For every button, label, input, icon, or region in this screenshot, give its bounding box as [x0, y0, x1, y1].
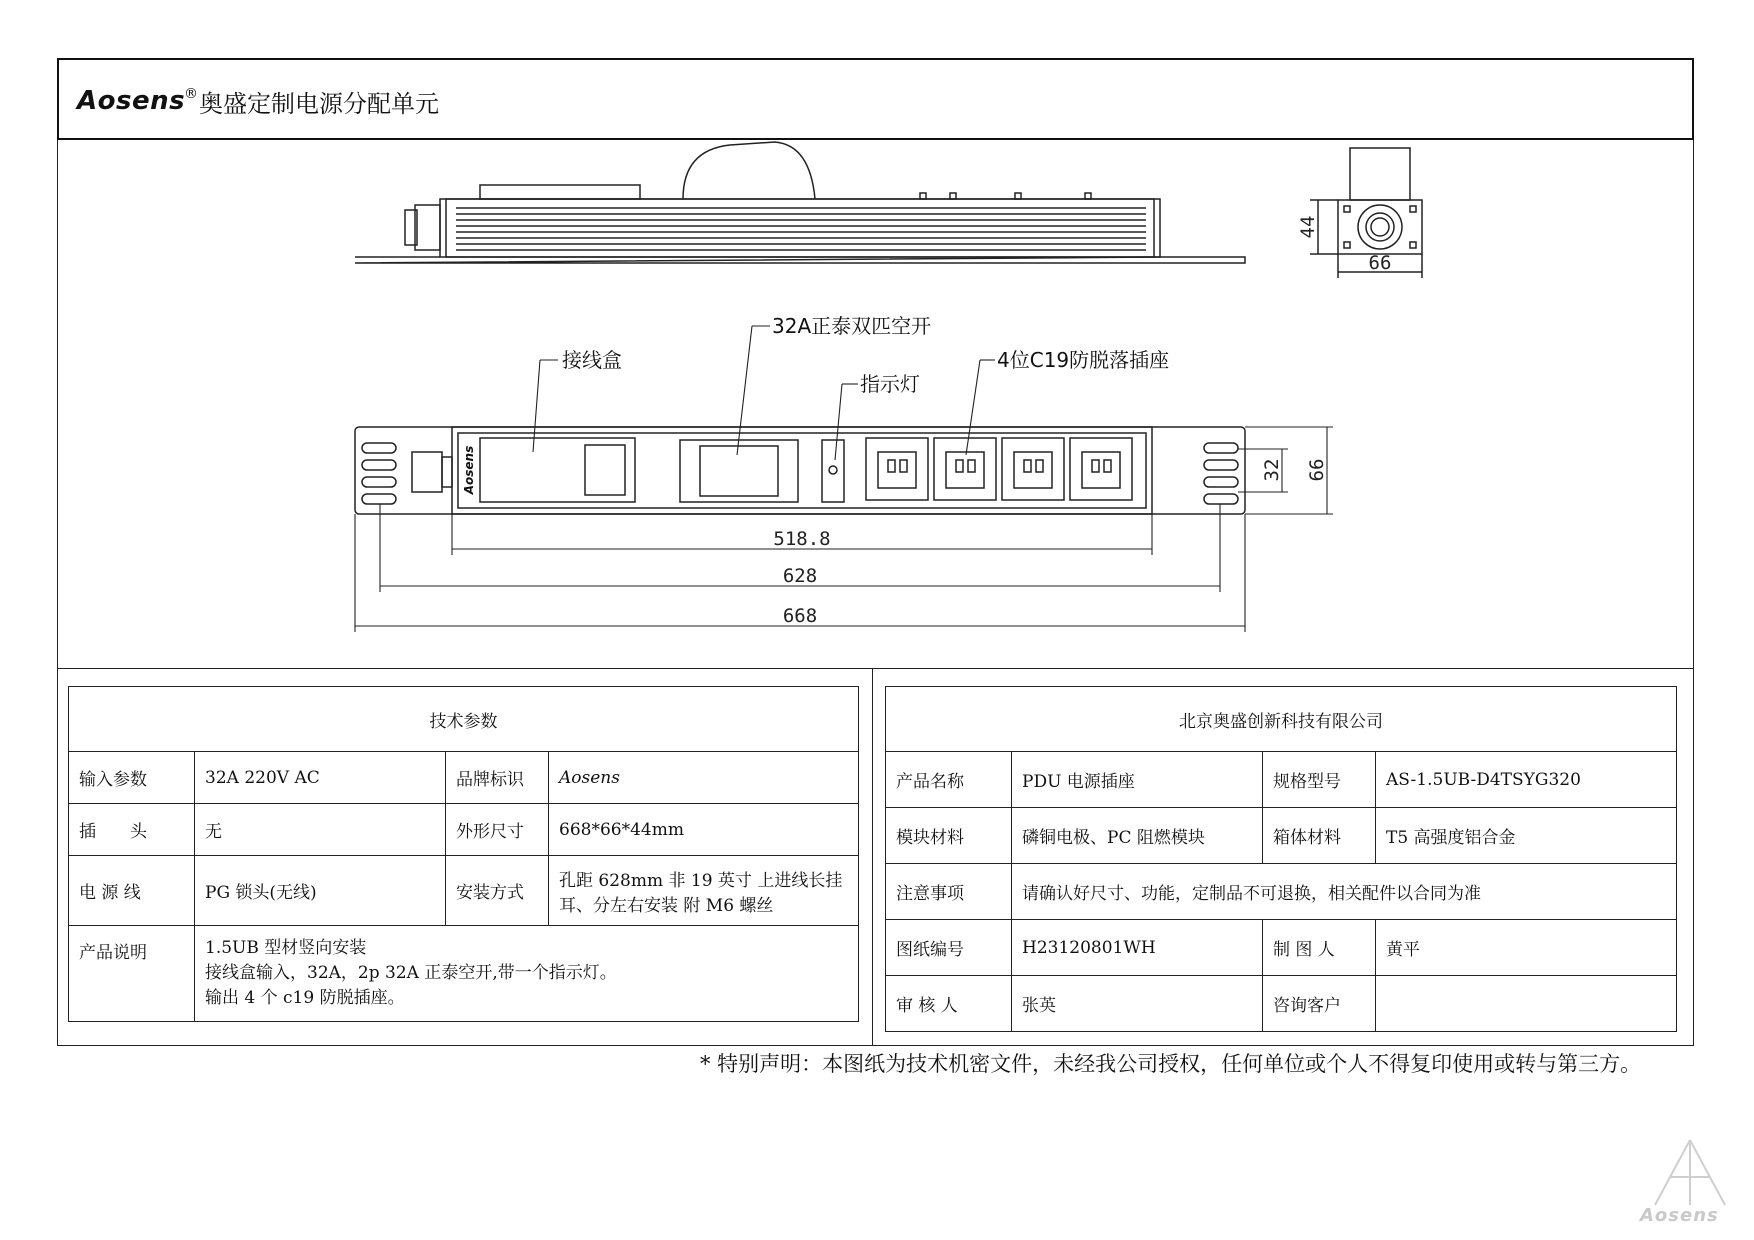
desc-line: 输出 4 个 c19 防脱插座。 — [205, 988, 405, 1008]
dim-32: 32 — [1261, 458, 1283, 482]
row-label: 电 源 线 — [69, 856, 195, 926]
plan-view — [355, 427, 1245, 514]
model-value: AS-1.5UB-D4TSYG320 — [1376, 752, 1677, 808]
reviewer-value: 张英 — [1012, 976, 1263, 1032]
section-divider — [57, 668, 1694, 669]
model-label: 规格型号 — [1263, 752, 1376, 808]
customer-label: 咨询客户 — [1263, 976, 1376, 1032]
brand-mark-value: Aosens — [549, 752, 859, 804]
dim-668: 668 — [782, 605, 818, 627]
maker-value: 黄平 — [1376, 920, 1677, 976]
tech-table-title: 技术参数 — [69, 687, 859, 752]
module-label: 模块材料 — [886, 808, 1012, 864]
watermark-text: Aosens — [1640, 1205, 1719, 1226]
registered-mark: ® — [184, 86, 198, 102]
callout-breaker: 32A正泰双匹空开 — [772, 314, 932, 338]
product-name-label: 产品名称 — [886, 752, 1012, 808]
drawing-no: H23120801WH — [1012, 920, 1263, 976]
box-brand-label: Aosens — [462, 445, 476, 495]
note-label: 注意事项 — [886, 864, 1012, 920]
row-label: 输入参数 — [69, 752, 195, 804]
brand-logo: Aosens — [77, 86, 186, 116]
row-label2: 品牌标识 — [446, 752, 549, 804]
tech-params-table — [68, 686, 859, 1022]
row-label: 插 头 — [69, 804, 195, 856]
watermark-logo-icon — [1640, 1135, 1740, 1210]
dim-side-height: 44 — [1297, 215, 1319, 239]
front-view — [355, 142, 1245, 263]
row-label2: 安装方式 — [446, 856, 549, 926]
case-value: T5 高强度铝合金 — [1376, 808, 1677, 864]
dim-side-width: 66 — [1368, 252, 1392, 274]
maker-label: 制 图 人 — [1263, 920, 1376, 976]
row-value2: 孔距 628mm 非 19 英寸 上进线长挂耳、分左右安装 附 M6 螺丝 — [549, 856, 859, 926]
callout-sockets: 4位C19防脱落插座 — [997, 348, 1170, 372]
dim-518: 518.8 — [773, 528, 831, 550]
row-value: 无 — [195, 804, 446, 856]
dim-628: 628 — [782, 565, 818, 587]
desc-line: 1.5UB 型材竖向安装 — [205, 938, 367, 958]
dim-66: 66 — [1306, 458, 1328, 482]
callout-indicator: 指示灯 — [860, 372, 920, 396]
reviewer-label: 审 核 人 — [886, 976, 1012, 1032]
drawing-no-label: 图纸编号 — [886, 920, 1012, 976]
document-title: 奥盛定制电源分配单元 — [199, 90, 439, 118]
desc-line: 接线盒输入，32A，2p 32A 正泰空开,带一个指示灯。 — [205, 963, 617, 983]
note-value: 请确认好尺寸、功能，定制品不可退换，相关配件以合同为准 — [1012, 864, 1677, 920]
company-name: 北京奥盛创新科技有限公司 — [886, 687, 1677, 752]
column-divider — [872, 668, 873, 1046]
confidentiality-notice: * 特别声明：本图纸为技术机密文件，未经我公司授权，任何单位或个人不得复印使用或转与第三方。 — [700, 1052, 1642, 1076]
row-value: PG 锁头(无线) — [195, 856, 446, 926]
case-label: 箱体材料 — [1263, 808, 1376, 864]
desc-label: 产品说明 — [69, 926, 195, 1022]
callout-junction-box: 接线盒 — [562, 348, 622, 372]
row-value2: 668*66*44mm — [549, 804, 859, 856]
company-table — [885, 686, 1677, 1032]
row-label2: 外形尺寸 — [446, 804, 549, 856]
customer-value — [1376, 976, 1677, 1032]
side-view — [1310, 148, 1422, 278]
row-value: 32A 220V AC — [195, 752, 446, 804]
desc-cell — [195, 926, 859, 1022]
product-name: PDU 电源插座 — [1012, 752, 1263, 808]
module-value: 磷铜电极、PC 阻燃模块 — [1012, 808, 1263, 864]
